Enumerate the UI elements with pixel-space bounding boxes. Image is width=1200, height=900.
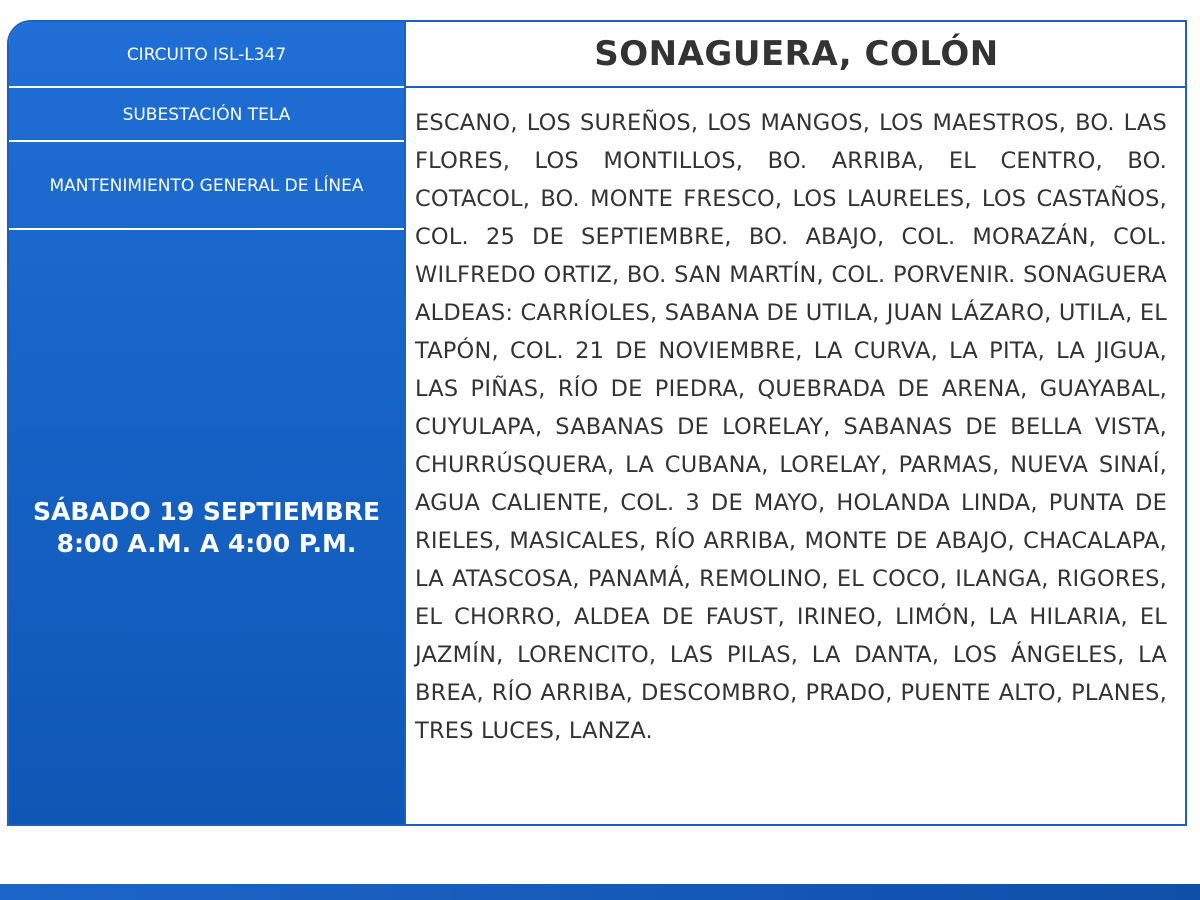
column-divider bbox=[404, 22, 406, 824]
substation-label: SUBESTACIÓN TELA bbox=[122, 105, 291, 125]
outage-notice-card bbox=[7, 20, 1187, 826]
schedule-date: SÁBADO 19 SEPTIEMBRE bbox=[32, 497, 381, 526]
footer-stripe bbox=[0, 884, 1200, 900]
maintenance-type-label: MANTENIMIENTO GENERAL DE LÍNEA bbox=[49, 176, 364, 196]
schedule-block bbox=[9, 230, 404, 826]
title-divider bbox=[406, 86, 1187, 88]
affected-areas-text: ESCANO, LOS SUREÑOS, LOS MANGOS, LOS MAESTROS, BO. LAS FLORES, LOS MONTILLOS, BO. ARRIBA, EL CENTRO, BO. COTACOL, BO. MONTE FRESCO, LOS LAURELES, LOS CASTAÑOS, COL. 25 DE SEPTIEMBRE, BO. ABAJO, COL. MORAZÁN, COL. WILFREDO ORTIZ, BO. SAN MARTÍN, COL. PORVENIR. SONAGUERA ALDEAS: CARRÍOLES, SABANA DE UTILA, JUAN LÁZARO, UTILA, EL TAPÓN, COL. 21 DE NOVIEMBRE, LA CURVA, LA PITA, LA JIGUA, LAS PIÑAS, RÍO DE PIEDRA, QUEBRADA DE ARENA, GUAYABAL, CUYULAPA, SABANAS DE LORELAY, SABANAS DE BELLA VISTA, CHURRÚSQUERA, LA CUBANA, LORELAY, PARMAS, NUEVA SINAÍ, AGUA CALIENTE, COL. 3 DE MAYO, HOLANDA LINDA, PUNTA DE RIELES, MASICALES, RÍO ARRIBA, MONTE DE ABAJO, CHACALAPA, LA ATASCOSA, PANAMÁ, REMOLINO, EL COCO, ILANGA, RIGORES, EL CHORRO, ALDEA DE FAUST, IRINEO, LIMÓN, LA HILARIA, EL JAZMÍN, LORENCITO, LAS PILAS, LA DANTA, LOS ÁNGELES, LA BREA, RÍO ARRIBA, DESCOMBRO, PRADO, PUENTE ALTO, PLANES, TRES LUCES, LANZA. bbox=[415, 110, 1167, 744]
circuit-label: CIRCUITO ISL-L347 bbox=[126, 45, 287, 65]
location-title: SONAGUERA, COLÓN bbox=[594, 34, 999, 74]
schedule-time: 8:00 A.M. A 4:00 P.M. bbox=[56, 529, 357, 558]
info-column bbox=[9, 22, 404, 824]
